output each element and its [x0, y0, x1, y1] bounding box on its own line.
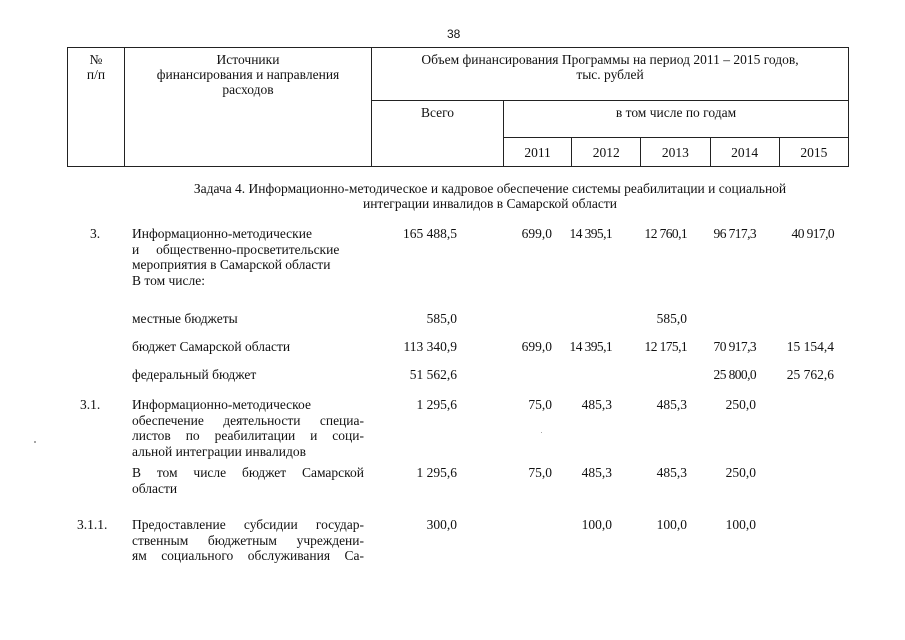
row-label: федеральный бюджет	[132, 367, 257, 382]
total-value: 113 340,9	[403, 339, 457, 354]
scan-speck	[34, 441, 36, 443]
row-number: 3.1.1.	[77, 517, 108, 532]
row-description-line: альной интеграции инвалидов	[132, 443, 306, 459]
row-description-line: и общественно-просветительские	[132, 241, 340, 257]
header-volume-cell: Объем финансирования Программы на период 2011 – 2015 годов, тыс. рублей	[372, 48, 849, 101]
value-2015: 25 762,6	[786, 367, 834, 382]
total-value: 585,0	[426, 311, 457, 326]
row-description	[132, 397, 364, 459]
row-description-line: мероприятия в Самарской области	[132, 257, 331, 272]
header-year-2012: 2012	[572, 138, 641, 167]
row-description-line: ям социального обслуживания Са-	[132, 548, 364, 563]
header-year-2014: 2014	[710, 138, 779, 167]
value-2015: 40 917,0	[791, 226, 834, 241]
total-value: 300,0	[426, 517, 457, 532]
value-2012: 485,3	[581, 465, 612, 480]
total-value: 51 562,6	[409, 367, 457, 382]
row-description-line: листов по реабилитации и соци-	[132, 428, 364, 443]
page-number: 38	[447, 27, 461, 41]
header-sources-cell: Источники финансирования и направления расходов	[125, 48, 372, 167]
scan-speck	[541, 432, 542, 433]
row-description-line: области	[132, 480, 178, 496]
header-year-2013: 2013	[641, 138, 710, 167]
value-2013: 485,3	[656, 397, 687, 412]
value-2013: 485,3	[656, 465, 687, 480]
value-2013: 12 760,1	[644, 226, 687, 241]
header-year-2011: 2011	[504, 138, 572, 167]
value-2011: 699,0	[521, 339, 552, 354]
value-2011: 75,0	[528, 397, 552, 412]
row-description	[132, 465, 364, 496]
header-year-2015: 2015	[779, 138, 848, 167]
value-2011: 75,0	[528, 465, 552, 480]
header-total-cell: Всего	[372, 101, 504, 167]
header-by-years-cell: в том числе по годам	[504, 101, 849, 138]
row-description-line: обеспечение деятельности специа-	[132, 412, 364, 428]
row-description	[132, 226, 364, 288]
header-num-cell: № п/п	[68, 48, 125, 167]
total-value: 1 295,6	[416, 397, 457, 412]
value-2014: 250,0	[725, 397, 756, 412]
row-description-line: ственным бюджетным учреждени-	[132, 532, 364, 548]
task-title: Задача 4. Информационно-методическое и кадровое обеспечение системы реабилитации и социальной интеграции инвалидов в Самарской области	[193, 181, 787, 211]
value-2013: 12 175,1	[644, 339, 687, 354]
value-2011: 699,0	[521, 226, 552, 241]
value-2012: 14 395,1	[569, 226, 612, 241]
row-description	[132, 517, 364, 564]
row-number: 3.1.	[80, 397, 101, 412]
table-header	[67, 47, 849, 167]
value-2014: 100,0	[725, 517, 756, 532]
row-label: бюджет Самарской области	[132, 339, 291, 354]
value-2012: 485,3	[581, 397, 612, 412]
row-number: 3.	[90, 226, 101, 241]
row-description-line: В том числе:	[132, 272, 205, 288]
value-2014: 96 717,3	[713, 226, 756, 241]
total-value: 165 488,5	[403, 226, 457, 241]
row-description-line: Информационно-методическое	[132, 397, 311, 412]
value-2013: 585,0	[656, 311, 687, 326]
value-2014: 25 800,0	[713, 367, 756, 382]
row-label: местные бюджеты	[132, 311, 238, 326]
value-2014: 70 917,3	[713, 339, 756, 354]
value-2012: 100,0	[581, 517, 612, 532]
total-value: 1 295,6	[416, 465, 457, 480]
value-2012: 14 395,1	[569, 339, 612, 354]
row-description-line: В том числе бюджет Самарской	[132, 465, 364, 480]
value-2013: 100,0	[656, 517, 687, 532]
row-description-line: Информационно-методические	[132, 226, 312, 241]
row-description-line: Предоставление субсидии государ-	[132, 517, 364, 532]
value-2014: 250,0	[725, 465, 756, 480]
value-2015: 15 154,4	[786, 339, 834, 354]
